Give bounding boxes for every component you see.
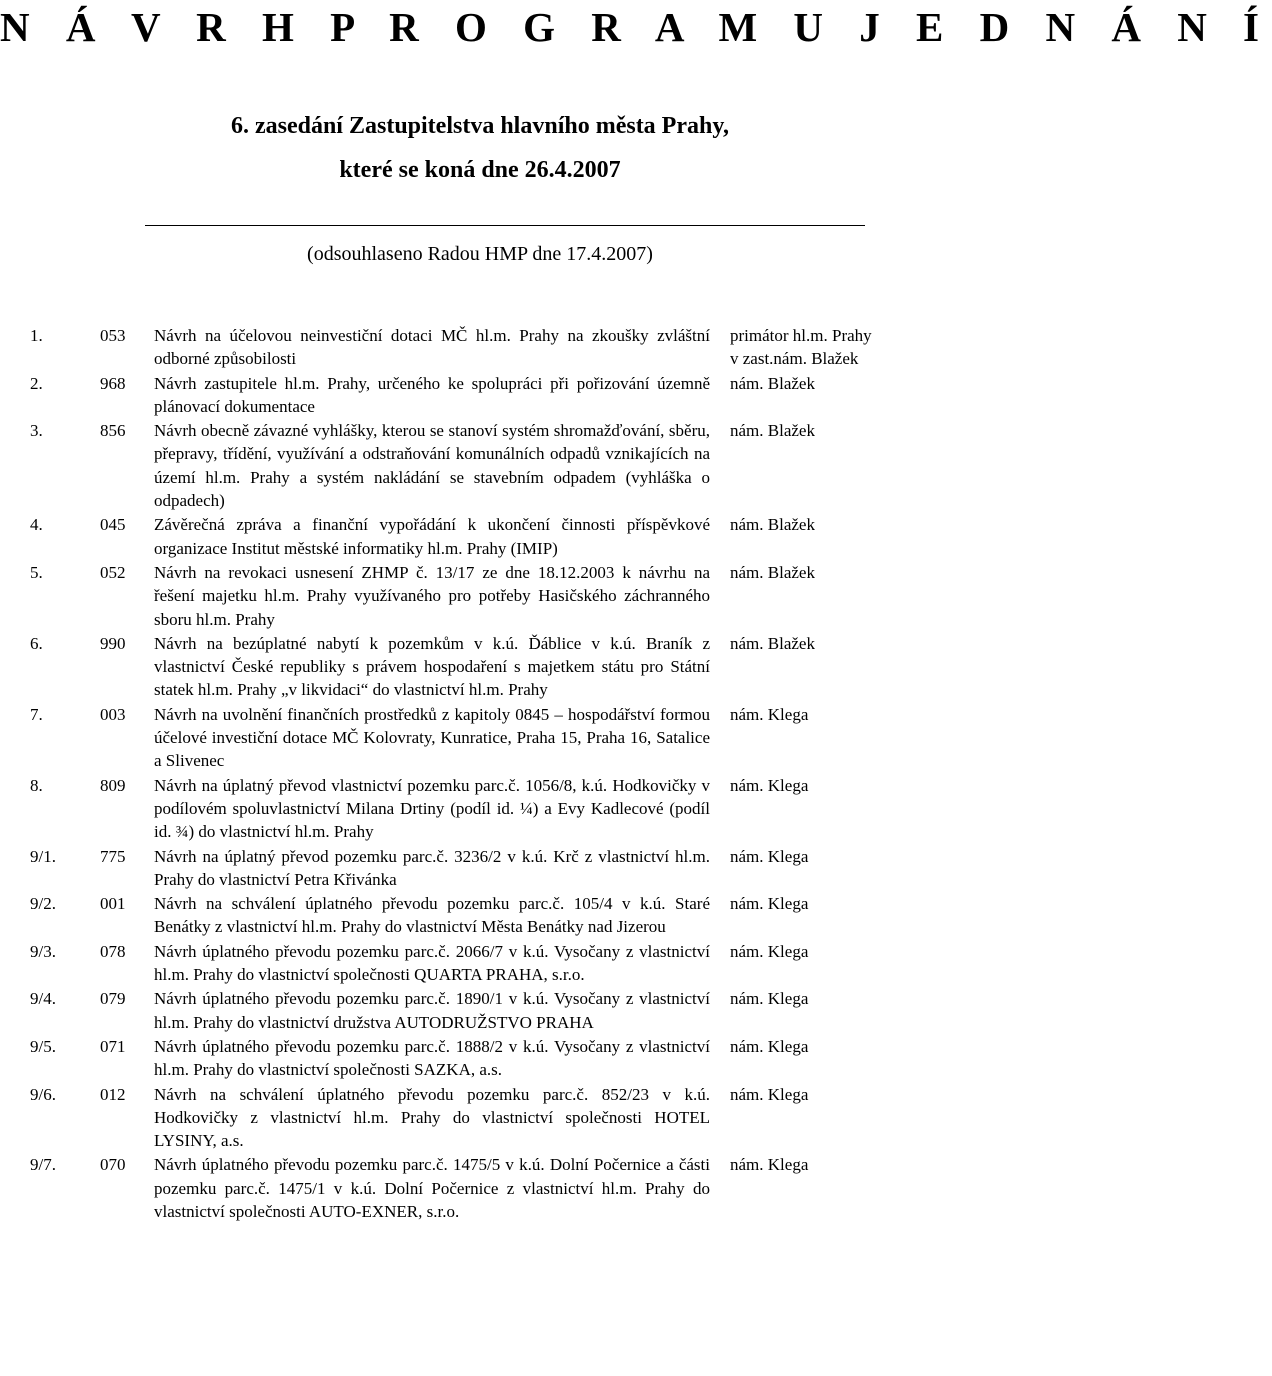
item-print-code: 003: [100, 704, 126, 724]
presenter-name: nám. Klega: [730, 941, 809, 961]
agenda-item: [30, 324, 936, 372]
agenda-item: [30, 1083, 936, 1154]
agenda-item: [30, 419, 936, 513]
item-subject: Návrh obecně závazné vyhlášky, kterou se stanoví systém shromažďování, sběru, přepravy, třídění, využívání a odstraňování komunálních odpadů vznikajících na území hl.m. Prahy a systém nakládání se stavebním odpadem (vyhláška o odpadech): [154, 421, 710, 511]
item-number: 8.: [30, 775, 43, 795]
presenter-name: v zast.nám. Blažek: [730, 349, 859, 369]
divider-line: [145, 225, 865, 226]
agenda-body: [30, 324, 936, 1224]
presenter-name: nám. Klega: [730, 1036, 809, 1056]
item-presenter: [730, 1153, 936, 1224]
agenda-item: [30, 987, 936, 1035]
item-print-code: 968: [100, 373, 126, 393]
item-print-code: 070: [100, 1155, 126, 1175]
item-presenter: [730, 372, 936, 420]
item-subject: Návrh na úplatný převod vlastnictví pozemku parc.č. 1056/8, k.ú. Hodkovičky v podílovém spoluvlastnictví Milana Drtiny (podíl id. ¼) a Evy Kadlecové (podíl id. ¾) do vlastnictví hl.m. Prahy: [154, 775, 710, 842]
item-subject: Návrh na schválení úplatného převodu pozemku parc.č. 105/4 v k.ú. Staré Benátky z vlastnictví hl.m. Prahy do vlastnictví Města Benátky nad Jizerou: [154, 894, 710, 937]
presenter-name: nám. Klega: [730, 846, 809, 866]
item-number: 4.: [30, 515, 43, 535]
item-number: 9/3.: [30, 941, 56, 961]
item-subject: Návrh na účelovou neinvestiční dotaci MČ hl.m. Prahy na zkoušky zvláštní odborné způsobilosti: [154, 326, 710, 369]
item-presenter: [730, 774, 936, 845]
item-presenter: [730, 561, 936, 632]
presenter-name: nám. Blažek: [730, 562, 815, 582]
item-number: 1.: [30, 326, 43, 345]
session-title: 6. zasedání Zastupitelstva hlavního města Prahy,: [230, 113, 730, 139]
item-number: 3.: [30, 421, 43, 441]
item-print-code: 052: [100, 562, 126, 582]
agenda-item: [30, 940, 936, 988]
item-presenter: [730, 513, 936, 561]
agenda-item: [30, 1035, 936, 1083]
agenda-item: [30, 703, 936, 774]
item-print-code: 001: [100, 894, 126, 914]
item-subject: Návrh na uvolnění finančních prostředků z kapitoly 0845 – hospodářství formou účelové investiční dotace MČ Kolovraty, Kunratice, Praha 15, Praha 16, Satalice a Slivenec: [154, 704, 710, 771]
item-subject: Návrh úplatného převodu pozemku parc.č. 2066/7 v k.ú. Vysočany z vlastnictví hl.m. Prahy do vlastnictví společnosti QUARTA PRAHA, s.r.o.: [154, 941, 710, 985]
presenter-name: nám. Klega: [730, 704, 809, 724]
item-print-code: 012: [100, 1084, 126, 1104]
agenda-item: [30, 632, 936, 703]
presenter-name: nám. Klega: [730, 1155, 809, 1175]
item-subject: Návrh na bezúplatné nabytí k pozemkům v k.ú. Ďáblice v k.ú. Braník z vlastnictví České republiky s právem hospodaření s majetkem státu pro Státní statek hl.m. Prahy „v likvidaci“ do vlastnictví hl.m. Prahy: [154, 633, 710, 700]
item-subject: Návrh úplatného převodu pozemku parc.č. 1475/5 v k.ú. Dolní Počernice a části pozemku parc.č. 1475/1 v k.ú. Dolní Počernice z vlastnictví hl.m. Prahy do vlastnictví společnosti AUTO-EXNER, s.r.o.: [154, 1155, 710, 1221]
item-print-code: 990: [100, 633, 126, 653]
presenter-name: nám. Blažek: [730, 421, 815, 441]
presenter-name: primátor hl.m. Prahy: [730, 326, 872, 345]
item-print-code: 045: [100, 515, 126, 535]
document-title: N Á V R H P R O G R A M U J E D N Á N Í: [0, 4, 1272, 50]
item-print-code: 053: [100, 326, 126, 345]
item-number: 7.: [30, 704, 43, 724]
item-presenter: [730, 987, 936, 1035]
presenter-name: nám. Blažek: [730, 515, 815, 535]
item-print-code: 775: [100, 846, 126, 866]
agenda-item: [30, 513, 936, 561]
item-subject: Návrh úplatného převodu pozemku parc.č. 1888/2 v k.ú. Vysočany z vlastnictví hl.m. Prahy do vlastnictví společnosti SAZKA, a.s.: [154, 1036, 710, 1080]
item-subject: Návrh na úplatný převod pozemku parc.č. 3236/2 v k.ú. Krč z vlastnictví hl.m. Prahy do vlastnictví Petra Křivánka: [154, 846, 710, 889]
item-number: 9/5.: [30, 1036, 56, 1056]
item-subject: Návrh úplatného převodu pozemku parc.č. 1890/1 v k.ú. Vysočany z vlastnictví hl.m. Prahy do vlastnictví družstva AUTODRUŽSTVO PRAHA: [154, 989, 710, 1032]
item-subject: Návrh na revokaci usnesení ZHMP č. 13/17 ze dne 18.12.2003 k návrhu na řešení majetku hl.m. Prahy využívaného pro potřeby Hasičského záchranného sboru hl.m. Prahy: [154, 562, 710, 629]
presenter-name: nám. Blažek: [730, 633, 815, 653]
item-presenter: [730, 632, 936, 703]
item-print-code: 071: [100, 1036, 126, 1056]
agenda-item: [30, 774, 936, 845]
item-print-code: 809: [100, 775, 126, 795]
item-presenter: [730, 703, 936, 774]
presenter-name: nám. Klega: [730, 989, 809, 1009]
item-presenter: [730, 1083, 936, 1154]
item-presenter: [730, 940, 936, 988]
agenda-item: [30, 372, 936, 420]
item-subject: Závěrečná zpráva a finanční vypořádání k ukončení činnosti příspěvkové organizace Institut městské informatiky hl.m. Prahy (IMIP): [154, 515, 710, 558]
item-number: 9/4.: [30, 989, 56, 1009]
item-presenter: [730, 1035, 936, 1083]
item-number: 9/1.: [30, 846, 56, 866]
item-number: 2.: [30, 373, 43, 393]
item-subject: Návrh na schválení úplatného převodu pozemku parc.č. 852/23 v k.ú. Hodkovičky z vlastnictví hl.m. Prahy do vlastnictví společnosti HOTEL LYSINY, a.s.: [154, 1084, 710, 1151]
presenter-name: nám. Klega: [730, 775, 809, 795]
item-presenter: [730, 845, 936, 893]
item-number: 9/2.: [30, 894, 56, 914]
agenda-item: [30, 845, 936, 893]
presenter-name: nám. Klega: [730, 894, 809, 914]
agenda-item: [30, 892, 936, 940]
item-presenter: [730, 324, 936, 372]
item-number: 9/6.: [30, 1084, 56, 1104]
approval-note: (odsouhlaseno Radou HMP dne 17.4.2007): [307, 243, 653, 265]
presenter-name: nám. Klega: [730, 1084, 809, 1104]
item-presenter: [730, 419, 936, 513]
session-date: které se koná dne 26.4.2007: [339, 157, 621, 183]
item-presenter: [730, 892, 936, 940]
item-number: 9/7.: [30, 1155, 56, 1175]
presenter-name: nám. Blažek: [730, 373, 815, 393]
item-print-code: 078: [100, 941, 126, 961]
item-print-code: 856: [100, 421, 126, 441]
item-number: 5.: [30, 562, 43, 582]
agenda-item: [30, 1153, 936, 1224]
item-subject: Návrh zastupitele hl.m. Prahy, určeného ke spolupráci při pořizování územně plánovací dokumentace: [154, 373, 710, 416]
agenda-table: [30, 324, 936, 1224]
item-print-code: 079: [100, 989, 126, 1009]
item-number: 6.: [30, 633, 43, 653]
agenda-item: [30, 561, 936, 632]
